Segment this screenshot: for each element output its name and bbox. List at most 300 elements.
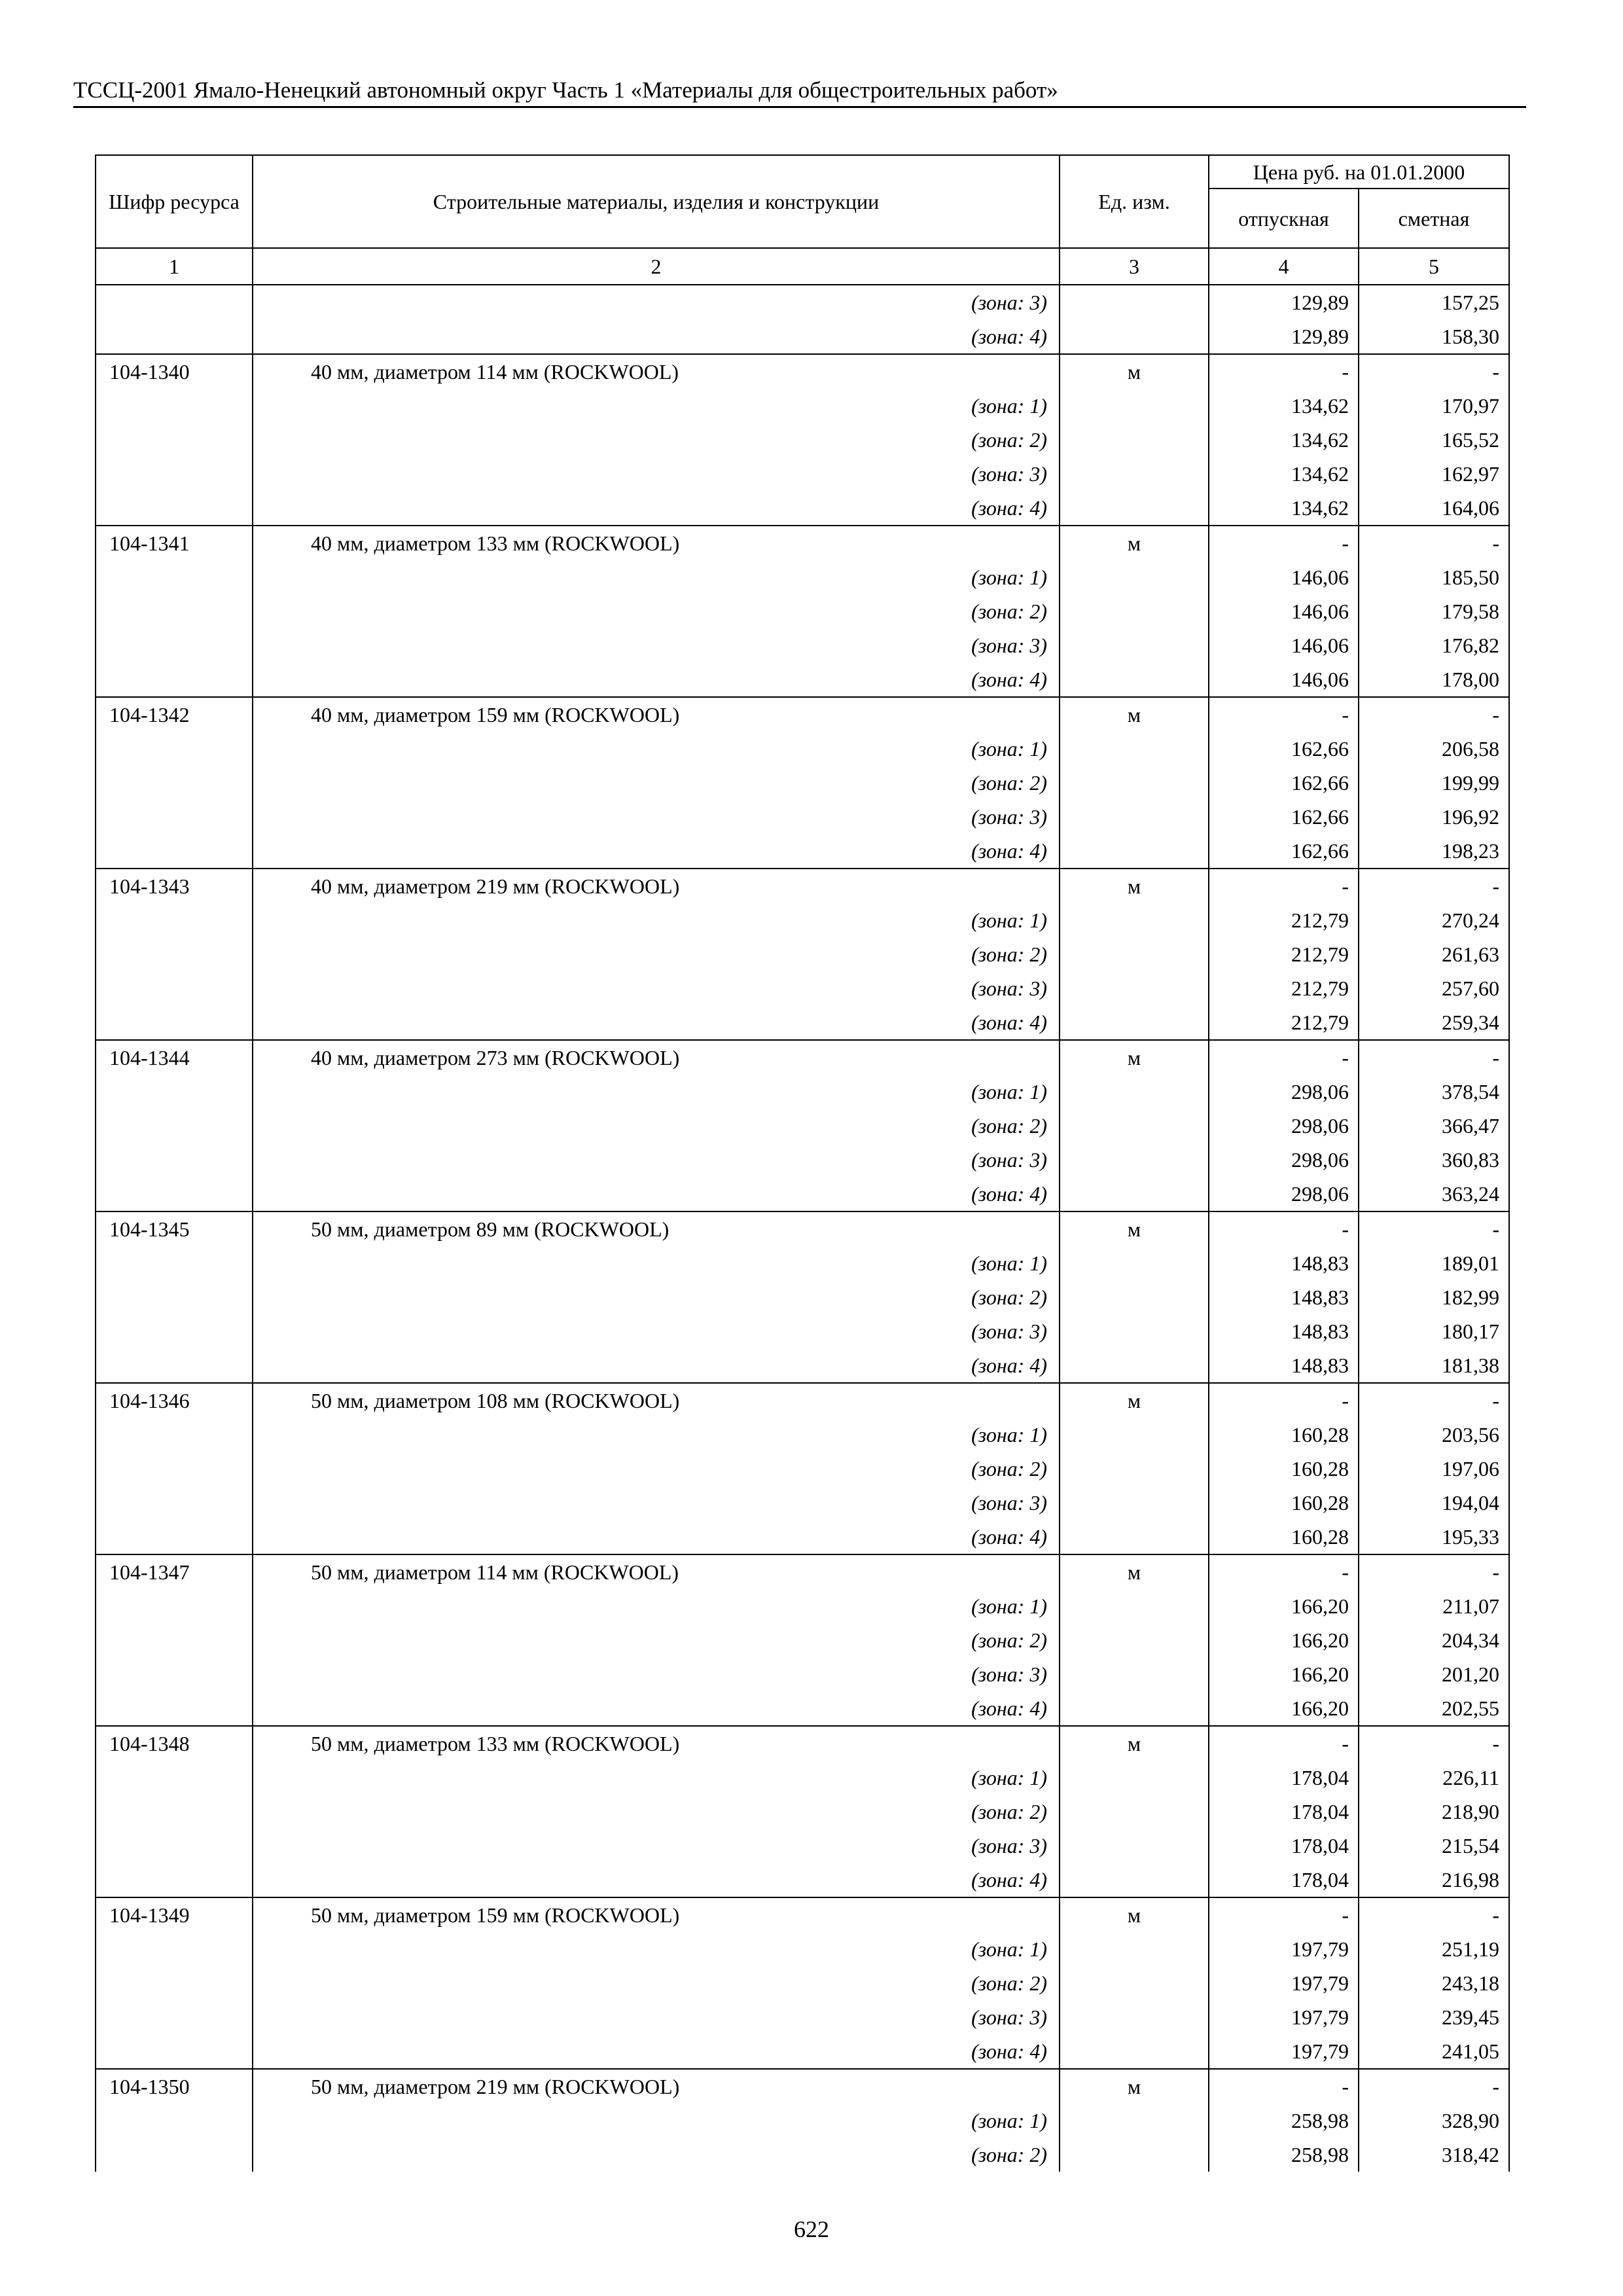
cell-unit: м xyxy=(1060,1383,1209,1418)
cell-estimate-price: 179,58 xyxy=(1359,594,1509,628)
table-row-item xyxy=(96,2069,1509,2104)
cell-code xyxy=(96,1177,253,1211)
table-row-zone xyxy=(96,1348,1509,1383)
cell-release-price: - xyxy=(1209,869,1359,903)
cell-code xyxy=(96,1520,253,1554)
cell-code xyxy=(96,457,253,491)
cell-code xyxy=(96,628,253,662)
cell-zone: (зона: 1) xyxy=(253,389,1060,423)
cell-estimate-price: 203,56 xyxy=(1359,1418,1509,1452)
table-row-zone xyxy=(96,1075,1509,1109)
cell-release-price: 160,28 xyxy=(1209,1418,1359,1452)
table-row-zone xyxy=(96,937,1509,971)
cell-release-price: 166,20 xyxy=(1209,1691,1359,1726)
cell-release-price: 166,20 xyxy=(1209,1623,1359,1657)
cell-code xyxy=(96,285,253,319)
cell-release-price: 146,06 xyxy=(1209,594,1359,628)
table-row-item xyxy=(96,354,1509,389)
cell-code xyxy=(96,594,253,628)
cell-estimate-price: 189,01 xyxy=(1359,1246,1509,1280)
table-row-zone xyxy=(96,1761,1509,1795)
cell-unit xyxy=(1060,594,1209,628)
cell-code xyxy=(96,2034,253,2069)
table-row-zone xyxy=(96,1418,1509,1452)
table-row-item xyxy=(96,1040,1509,1075)
cell-code xyxy=(96,732,253,766)
cell-zone: (зона: 4) xyxy=(253,319,1060,354)
cell-code xyxy=(96,1863,253,1897)
table-row-zone xyxy=(96,903,1509,937)
table-row-zone xyxy=(96,491,1509,526)
cell-code: 104-1346 xyxy=(96,1383,253,1418)
cell-release-price: 162,66 xyxy=(1209,766,1359,800)
cell-estimate-price: 196,92 xyxy=(1359,800,1509,834)
cell-release-price: 134,62 xyxy=(1209,491,1359,526)
cell-zone: (зона: 4) xyxy=(253,2034,1060,2069)
cell-zone: (зона: 1) xyxy=(253,1761,1060,1795)
table-row-item xyxy=(96,1897,1509,1932)
cell-release-price: 197,79 xyxy=(1209,2000,1359,2034)
cell-zone: (зона: 2) xyxy=(253,1109,1060,1143)
cell-release-price: - xyxy=(1209,2069,1359,2104)
column-number: 3 xyxy=(1060,248,1209,285)
cell-release-price: 298,06 xyxy=(1209,1143,1359,1177)
cell-estimate-price: 164,06 xyxy=(1359,491,1509,526)
cell-release-price: 134,62 xyxy=(1209,457,1359,491)
cell-code xyxy=(96,800,253,834)
cell-name: 50 мм, диаметром 159 мм (ROCKWOOL) xyxy=(253,1897,1060,1932)
cell-estimate-price: - xyxy=(1359,1383,1509,1418)
cell-code xyxy=(96,766,253,800)
table-row-zone xyxy=(96,389,1509,423)
cell-zone: (зона: 2) xyxy=(253,423,1060,457)
cell-unit xyxy=(1060,732,1209,766)
cell-estimate-price: 363,24 xyxy=(1359,1177,1509,1211)
cell-unit xyxy=(1060,2138,1209,2172)
cell-estimate-price: 241,05 xyxy=(1359,2034,1509,2069)
cell-estimate-price: 218,90 xyxy=(1359,1795,1509,1829)
column-number: 2 xyxy=(253,248,1060,285)
cell-estimate-price: 243,18 xyxy=(1359,1966,1509,2000)
cell-zone: (зона: 3) xyxy=(253,1829,1060,1863)
cell-release-price: - xyxy=(1209,1383,1359,1418)
cell-estimate-price: 182,99 xyxy=(1359,1280,1509,1314)
cell-release-price: 166,20 xyxy=(1209,1657,1359,1691)
cell-release-price: 166,20 xyxy=(1209,1589,1359,1623)
table-row-item xyxy=(96,1211,1509,1246)
cell-code xyxy=(96,1657,253,1691)
cell-zone: (зона: 3) xyxy=(253,1657,1060,1691)
cell-estimate-price: - xyxy=(1359,869,1509,903)
table-row-zone xyxy=(96,1795,1509,1829)
cell-release-price: 178,04 xyxy=(1209,1829,1359,1863)
cell-zone: (зона: 3) xyxy=(253,2000,1060,2034)
cell-code: 104-1342 xyxy=(96,697,253,732)
cell-unit xyxy=(1060,2104,1209,2138)
cell-release-price: 146,06 xyxy=(1209,560,1359,594)
table-row-zone xyxy=(96,971,1509,1005)
cell-release-price: 148,83 xyxy=(1209,1280,1359,1314)
cell-zone: (зона: 1) xyxy=(253,2104,1060,2138)
cell-code: 104-1344 xyxy=(96,1040,253,1075)
cell-estimate-price: 195,33 xyxy=(1359,1520,1509,1554)
cell-unit xyxy=(1060,1418,1209,1452)
table-row-zone xyxy=(96,2000,1509,2034)
table-row-zone xyxy=(96,732,1509,766)
cell-estimate-price: 158,30 xyxy=(1359,319,1509,354)
cell-unit xyxy=(1060,1863,1209,1897)
table-row-item xyxy=(96,1554,1509,1589)
cell-zone: (зона: 2) xyxy=(253,1280,1060,1314)
cell-unit: м xyxy=(1060,1211,1209,1246)
cell-release-price: 212,79 xyxy=(1209,903,1359,937)
table-row-item xyxy=(96,869,1509,903)
cell-unit: м xyxy=(1060,2069,1209,2104)
cell-estimate-price: - xyxy=(1359,1897,1509,1932)
cell-release-price: 148,83 xyxy=(1209,1348,1359,1383)
cell-release-price: 197,79 xyxy=(1209,1966,1359,2000)
cell-unit xyxy=(1060,1314,1209,1348)
cell-zone: (зона: 2) xyxy=(253,594,1060,628)
header-rule xyxy=(73,106,1526,108)
table-row-zone xyxy=(96,1657,1509,1691)
table-row-zone xyxy=(96,1246,1509,1280)
cell-zone: (зона: 1) xyxy=(253,732,1060,766)
cell-unit xyxy=(1060,903,1209,937)
cell-unit xyxy=(1060,389,1209,423)
table-row-zone xyxy=(96,1452,1509,1486)
cell-release-price: 148,83 xyxy=(1209,1246,1359,1280)
cell-name: 40 мм, диаметром 159 мм (ROCKWOOL) xyxy=(253,697,1060,732)
cell-release-price: 160,28 xyxy=(1209,1486,1359,1520)
cell-release-price: 134,62 xyxy=(1209,389,1359,423)
cell-code: 104-1348 xyxy=(96,1726,253,1761)
cell-release-price: 146,06 xyxy=(1209,628,1359,662)
cell-estimate-price: 165,52 xyxy=(1359,423,1509,457)
cell-zone: (зона: 1) xyxy=(253,1075,1060,1109)
cell-unit xyxy=(1060,1075,1209,1109)
table-row-zone xyxy=(96,766,1509,800)
cell-estimate-price: - xyxy=(1359,2069,1509,2104)
cell-release-price: - xyxy=(1209,526,1359,560)
cell-estimate-price: - xyxy=(1359,1554,1509,1589)
cell-unit xyxy=(1060,1143,1209,1177)
table-row-zone xyxy=(96,1863,1509,1897)
cell-code xyxy=(96,2000,253,2034)
cell-release-price: 197,79 xyxy=(1209,2034,1359,2069)
cell-unit xyxy=(1060,285,1209,319)
cell-code xyxy=(96,319,253,354)
cell-name: 50 мм, диаметром 219 мм (ROCKWOOL) xyxy=(253,2069,1060,2104)
table-row-zone xyxy=(96,457,1509,491)
cell-unit xyxy=(1060,834,1209,869)
cell-estimate-price: 204,34 xyxy=(1359,1623,1509,1657)
cell-unit xyxy=(1060,423,1209,457)
cell-zone: (зона: 2) xyxy=(253,1966,1060,2000)
cell-code: 104-1347 xyxy=(96,1554,253,1589)
cell-unit xyxy=(1060,1657,1209,1691)
cell-code xyxy=(96,903,253,937)
cell-zone: (зона: 1) xyxy=(253,1246,1060,1280)
cell-zone: (зона: 2) xyxy=(253,2138,1060,2172)
cell-zone: (зона: 4) xyxy=(253,834,1060,869)
cell-zone: (зона: 3) xyxy=(253,628,1060,662)
cell-estimate-price: - xyxy=(1359,697,1509,732)
cell-unit xyxy=(1060,1966,1209,2000)
table-row-item xyxy=(96,526,1509,560)
cell-release-price: 258,98 xyxy=(1209,2104,1359,2138)
cell-zone: (зона: 4) xyxy=(253,1177,1060,1211)
cell-code xyxy=(96,1143,253,1177)
cell-zone: (зона: 4) xyxy=(253,1005,1060,1040)
cell-release-price: - xyxy=(1209,1726,1359,1761)
cell-zone: (зона: 2) xyxy=(253,1795,1060,1829)
cell-release-price: 129,89 xyxy=(1209,319,1359,354)
cell-release-price: - xyxy=(1209,1897,1359,1932)
cell-release-price: 146,06 xyxy=(1209,662,1359,697)
cell-release-price: 212,79 xyxy=(1209,1005,1359,1040)
cell-code xyxy=(96,1348,253,1383)
cell-code xyxy=(96,1486,253,1520)
cell-unit: м xyxy=(1060,1897,1209,1932)
cell-estimate-price: 270,24 xyxy=(1359,903,1509,937)
cell-zone: (зона: 3) xyxy=(253,1486,1060,1520)
header-unit: Ед. изм. xyxy=(1060,155,1209,248)
cell-name: 50 мм, диаметром 114 мм (ROCKWOOL) xyxy=(253,1554,1060,1589)
header-release-price: отпускная xyxy=(1209,188,1359,248)
cell-estimate-price: 178,00 xyxy=(1359,662,1509,697)
cell-estimate-price: 360,83 xyxy=(1359,1143,1509,1177)
cell-zone: (зона: 4) xyxy=(253,662,1060,697)
cell-estimate-price: 378,54 xyxy=(1359,1075,1509,1109)
cell-estimate-price: 194,04 xyxy=(1359,1486,1509,1520)
cell-code: 104-1345 xyxy=(96,1211,253,1246)
cell-unit xyxy=(1060,971,1209,1005)
cell-zone: (зона: 4) xyxy=(253,1348,1060,1383)
cell-release-price: 298,06 xyxy=(1209,1075,1359,1109)
table-row-zone xyxy=(96,1829,1509,1863)
table-row-zone xyxy=(96,1005,1509,1040)
cell-code xyxy=(96,2104,253,2138)
cell-estimate-price: 318,42 xyxy=(1359,2138,1509,2172)
header-estimate-price: сметная xyxy=(1359,188,1509,248)
cell-zone: (зона: 2) xyxy=(253,937,1060,971)
table-row-zone xyxy=(96,2138,1509,2172)
cell-estimate-price: 226,11 xyxy=(1359,1761,1509,1795)
cell-estimate-price: 199,99 xyxy=(1359,766,1509,800)
cell-estimate-price: 366,47 xyxy=(1359,1109,1509,1143)
cell-code xyxy=(96,1314,253,1348)
cell-unit xyxy=(1060,766,1209,800)
page-header: ТССЦ-2001 Ямало-Ненецкий автономный округ Часть 1 «Материалы для общестроительных работ» xyxy=(73,77,1058,103)
cell-zone: (зона: 1) xyxy=(253,1418,1060,1452)
table-row-item xyxy=(96,1726,1509,1761)
cell-unit xyxy=(1060,1623,1209,1657)
cell-unit xyxy=(1060,491,1209,526)
cell-unit xyxy=(1060,319,1209,354)
table-row-item xyxy=(96,1383,1509,1418)
cell-name: 40 мм, диаметром 219 мм (ROCKWOOL) xyxy=(253,869,1060,903)
cell-unit xyxy=(1060,1520,1209,1554)
cell-unit xyxy=(1060,1177,1209,1211)
cell-zone: (зона: 3) xyxy=(253,1314,1060,1348)
table-row-zone xyxy=(96,1280,1509,1314)
cell-zone: (зона: 3) xyxy=(253,457,1060,491)
cell-release-price: 178,04 xyxy=(1209,1863,1359,1897)
table-row-zone xyxy=(96,2034,1509,2069)
cell-release-price: 298,06 xyxy=(1209,1177,1359,1211)
cell-code xyxy=(96,1075,253,1109)
cell-unit xyxy=(1060,560,1209,594)
cell-estimate-price: 261,63 xyxy=(1359,937,1509,971)
cell-unit xyxy=(1060,2034,1209,2069)
table-row-zone xyxy=(96,1143,1509,1177)
cell-estimate-price: 170,97 xyxy=(1359,389,1509,423)
cell-name: 40 мм, диаметром 273 мм (ROCKWOOL) xyxy=(253,1040,1060,1075)
cell-code xyxy=(96,1691,253,1726)
cell-release-price: 178,04 xyxy=(1209,1761,1359,1795)
cell-zone: (зона: 4) xyxy=(253,1691,1060,1726)
cell-name: 50 мм, диаметром 108 мм (ROCKWOOL) xyxy=(253,1383,1060,1418)
table-row-zone xyxy=(96,285,1509,319)
cell-release-price: 212,79 xyxy=(1209,971,1359,1005)
table-row-zone xyxy=(96,1520,1509,1554)
cell-name: 40 мм, диаметром 133 мм (ROCKWOOL) xyxy=(253,526,1060,560)
page-number: 622 xyxy=(794,2216,829,2242)
cell-estimate-price: 185,50 xyxy=(1359,560,1509,594)
cell-estimate-price: - xyxy=(1359,526,1509,560)
cell-release-price: - xyxy=(1209,697,1359,732)
cell-code: 104-1350 xyxy=(96,2069,253,2104)
cell-release-price: - xyxy=(1209,1554,1359,1589)
cell-code xyxy=(96,971,253,1005)
cell-code: 104-1343 xyxy=(96,869,253,903)
cell-code xyxy=(96,1280,253,1314)
cell-estimate-price: 162,97 xyxy=(1359,457,1509,491)
header-code: Шифр ресурса xyxy=(96,155,253,248)
cell-estimate-price: 197,06 xyxy=(1359,1452,1509,1486)
cell-zone: (зона: 2) xyxy=(253,1452,1060,1486)
cell-estimate-price: 176,82 xyxy=(1359,628,1509,662)
cell-zone: (зона: 4) xyxy=(253,1863,1060,1897)
cell-unit xyxy=(1060,628,1209,662)
cell-zone: (зона: 2) xyxy=(253,766,1060,800)
cell-unit xyxy=(1060,1589,1209,1623)
cell-code xyxy=(96,1589,253,1623)
cell-estimate-price: - xyxy=(1359,354,1509,389)
cell-estimate-price: 201,20 xyxy=(1359,1657,1509,1691)
table-row-zone xyxy=(96,1486,1509,1520)
table-row-zone xyxy=(96,628,1509,662)
cell-estimate-price: - xyxy=(1359,1040,1509,1075)
cell-unit: м xyxy=(1060,1726,1209,1761)
cell-release-price: 212,79 xyxy=(1209,937,1359,971)
cell-estimate-price: 198,23 xyxy=(1359,834,1509,869)
cell-code xyxy=(96,389,253,423)
cell-name: 40 мм, диаметром 114 мм (ROCKWOOL) xyxy=(253,354,1060,389)
cell-estimate-price: 180,17 xyxy=(1359,1314,1509,1348)
table-row-item xyxy=(96,697,1509,732)
cell-unit xyxy=(1060,1829,1209,1863)
cell-unit xyxy=(1060,1005,1209,1040)
table-row-zone xyxy=(96,1932,1509,1966)
cell-estimate-price: 202,55 xyxy=(1359,1691,1509,1726)
cell-unit: м xyxy=(1060,354,1209,389)
cell-unit xyxy=(1060,800,1209,834)
cell-zone: (зона: 1) xyxy=(253,560,1060,594)
table-row-zone xyxy=(96,1314,1509,1348)
cell-unit xyxy=(1060,1280,1209,1314)
cell-estimate-price: 206,58 xyxy=(1359,732,1509,766)
cell-estimate-price: 257,60 xyxy=(1359,971,1509,1005)
column-number: 5 xyxy=(1359,248,1509,285)
cell-estimate-price: 216,98 xyxy=(1359,1863,1509,1897)
cell-release-price: 148,83 xyxy=(1209,1314,1359,1348)
cell-estimate-price: - xyxy=(1359,1726,1509,1761)
cell-code xyxy=(96,1932,253,1966)
cell-code xyxy=(96,937,253,971)
cell-release-price: 162,66 xyxy=(1209,800,1359,834)
cell-unit xyxy=(1060,937,1209,971)
cell-code xyxy=(96,1109,253,1143)
table-row-zone xyxy=(96,834,1509,869)
cell-estimate-price: 251,19 xyxy=(1359,1932,1509,1966)
cell-code xyxy=(96,2138,253,2172)
cell-zone: (зона: 1) xyxy=(253,1589,1060,1623)
cell-code xyxy=(96,1246,253,1280)
table-row-zone xyxy=(96,560,1509,594)
table-row-zone xyxy=(96,1623,1509,1657)
cell-release-price: 134,62 xyxy=(1209,423,1359,457)
cell-release-price: 160,28 xyxy=(1209,1452,1359,1486)
header-name: Строительные материалы, изделия и конструкции xyxy=(253,155,1060,248)
cell-code xyxy=(96,1623,253,1657)
cell-code: 104-1349 xyxy=(96,1897,253,1932)
cell-code: 104-1341 xyxy=(96,526,253,560)
cell-unit xyxy=(1060,1691,1209,1726)
table-row-zone xyxy=(96,800,1509,834)
cell-zone: (зона: 3) xyxy=(253,800,1060,834)
cell-code xyxy=(96,560,253,594)
cell-code xyxy=(96,1452,253,1486)
table-row-zone xyxy=(96,1589,1509,1623)
cell-unit xyxy=(1060,1348,1209,1383)
cell-unit: м xyxy=(1060,526,1209,560)
cell-estimate-price: 157,25 xyxy=(1359,285,1509,319)
cell-unit xyxy=(1060,1932,1209,1966)
cell-unit xyxy=(1060,1486,1209,1520)
cell-unit: м xyxy=(1060,869,1209,903)
cell-unit: м xyxy=(1060,1554,1209,1589)
cell-zone: (зона: 1) xyxy=(253,903,1060,937)
cell-estimate-price: 211,07 xyxy=(1359,1589,1509,1623)
column-number: 4 xyxy=(1209,248,1359,285)
table-row-zone xyxy=(96,319,1509,354)
cell-unit xyxy=(1060,1795,1209,1829)
table-body xyxy=(96,285,1509,2172)
table-row-zone xyxy=(96,594,1509,628)
cell-code xyxy=(96,834,253,869)
cell-zone: (зона: 1) xyxy=(253,1932,1060,1966)
table-row-zone xyxy=(96,2104,1509,2138)
cell-unit xyxy=(1060,1109,1209,1143)
cell-zone: (зона: 2) xyxy=(253,1623,1060,1657)
cell-estimate-price: 328,90 xyxy=(1359,2104,1509,2138)
cell-unit xyxy=(1060,2000,1209,2034)
cell-release-price: 178,04 xyxy=(1209,1795,1359,1829)
cell-release-price: - xyxy=(1209,1040,1359,1075)
cell-unit xyxy=(1060,1761,1209,1795)
